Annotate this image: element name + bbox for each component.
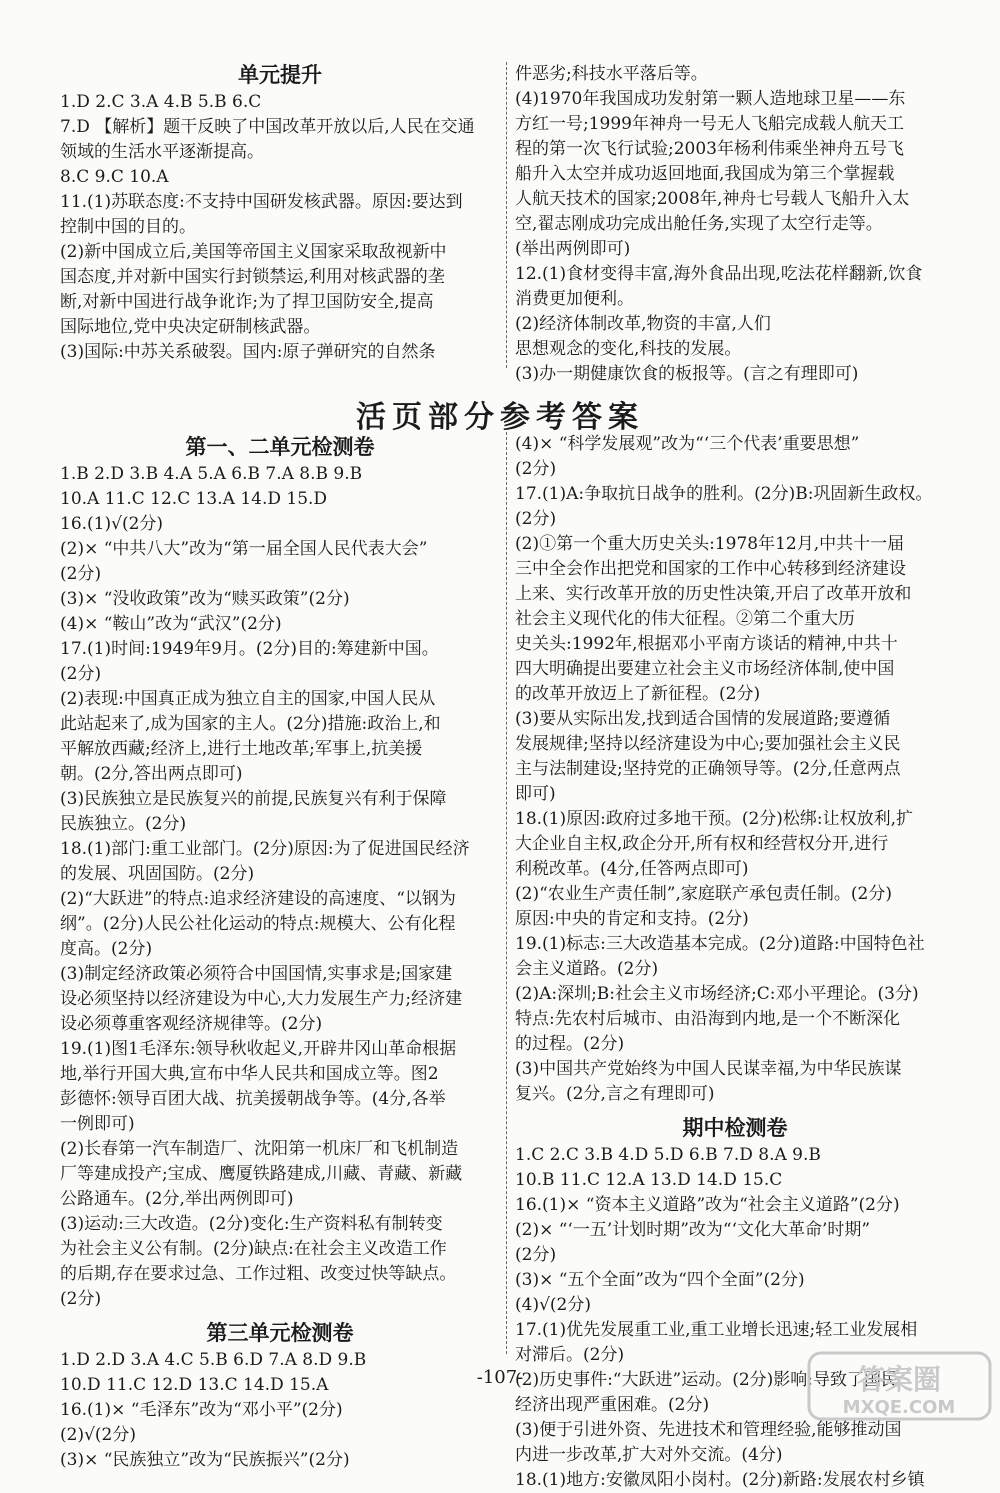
answer-line: 复兴。(2分,言之有理即可) (515, 1084, 715, 1104)
answer-line: (3)国际:中苏关系破裂。国内:原子弹研究的自然条 (60, 342, 436, 362)
answer-line: (2)表现:中国真正成为独立自主的国家,中国人民从 (60, 689, 436, 709)
answer-line: 上来、实行改革开放的历史性决策,开启了改革开放和 (515, 584, 912, 604)
answer-line: 16.(1)√(2分) (60, 514, 164, 534)
answer-line: 方红一号;1999年神舟一号无人飞船完成载人航天工 (515, 114, 904, 134)
answer-line: (2)√(2分) (60, 1425, 136, 1445)
answer-line: 11.(1)苏联态度:不支持中国研发核武器。原因:要达到 (60, 192, 463, 212)
answer-line: (3)中国共产党始终为中国人民谋幸福,为中华民族谋 (515, 1059, 902, 1079)
answer-line: 设必须坚持以经济建设为中心,大力发展生产力;经济建 (60, 989, 463, 1009)
watermark-url: MXQE.COM (842, 1397, 956, 1418)
answer-line: 朝。(2分,答出两点即可) (60, 764, 243, 784)
answer-line: 的过程。(2分) (515, 1034, 625, 1054)
answer-line: (2分) (515, 509, 557, 529)
section-answers (515, 432, 955, 1107)
answer-line: 平解放西藏;经济上,进行土地改革;军事上,抗美援 (60, 739, 423, 759)
answer-line: (3)× “五个全面”改为“四个全面”(2分) (515, 1270, 805, 1290)
answer-line: 1.D 2.D 3.A 4.C 5.B 6.D 7.A 8.D 9.B (60, 1350, 367, 1370)
answer-line: 此站起来了,成为国家的主人。(2分)措施:政治上,和 (60, 714, 441, 734)
answer-line: (3)× “没收政策”改为“赎买政策”(2分) (60, 589, 350, 609)
answer-line: 16.(1)× “毛泽东”改为“邓小平”(2分) (60, 1400, 343, 1420)
answer-line: (2分) (60, 564, 102, 584)
answer-line: 的发展、巩固国防。(2分) (60, 864, 255, 884)
answer-line: 设必须尊重客观经济规律等。(2分) (60, 1014, 323, 1034)
answer-line: (3)便于引进外资、先进技术和管理经验,能够推动国 (515, 1420, 902, 1440)
answer-line: 厂等建成投产;宝成、鹰厦铁路建成,川藏、青藏、新藏 (60, 1164, 463, 1184)
answer-line: (3)办一期健康饮食的板报等。(言之有理即可) (515, 364, 859, 384)
section-heading: 期中检测卷 (682, 1116, 788, 1140)
answer-line: 17.(1)A:争取抗日战争的胜利。(2分)B:巩固新生政权。 (515, 484, 933, 504)
answer-line: 控制中国的目的。 (60, 217, 196, 237)
answer-line: 对滞后。(2分) (515, 1345, 625, 1365)
answer-line: 1.D 2.C 3.A 4.B 5.B 6.C (60, 92, 262, 112)
section-heading-unit-review: 单元提升 (238, 63, 322, 87)
answer-line: 16.(1)× “资本主义道路”改为“社会主义道路”(2分) (515, 1195, 900, 1215)
answer-line: (4)1970年我国成功发射第一颗人造地球卫星——东 (515, 89, 906, 109)
answer-line: (2分) (515, 459, 557, 479)
answer-line: 10.B 11.C 12.A 13.D 14.D 15.C (515, 1170, 783, 1190)
section-heading: 第一、二单元检测卷 (185, 435, 375, 459)
answer-line: 一例即可) (60, 1114, 135, 1134)
answer-line: 程的第一次飞行试验;2003年杨利伟乘坐神舟五号飞 (515, 139, 904, 159)
answer-line: 18.(1)地方:安徽凤阳小岗村。(2分)新路:发展农村乡镇 (515, 1470, 925, 1490)
answer-line: 会主义道路。(2分) (515, 959, 659, 979)
watermark-cn: 答案圈 (856, 1363, 942, 1396)
answer-line: (2)“农业生产责任制”,家庭联产承包责任制。(2分) (515, 884, 892, 904)
answer-line: 发展规律;坚持以经济建设为中心;要加强社会主义民 (515, 734, 901, 754)
answer-line: 船升入太空并成功返回地面,我国成为第三个掌握载 (515, 164, 895, 184)
answer-line: (2分) (515, 1245, 557, 1265)
answer-line: 17.(1)时间:1949年9月。(2分)目的:筹建新中国。 (60, 639, 439, 659)
answer-line: (3)民族独立是民族复兴的前提,民族复兴有利于保障 (60, 789, 447, 809)
answer-line: (2)①第一个重大历史关头:1978年12月,中共十一届 (515, 534, 905, 554)
answer-line: 18.(1)原因:政府过多地干预。(2分)松绑:让权放利,扩 (515, 809, 914, 829)
answer-line: 10.D 11.C 12.D 13.C 14.D 15.A (60, 1375, 329, 1395)
answer-line: 思想观念的变化,科技的发展。 (515, 339, 742, 359)
section-answers (60, 462, 500, 1312)
answer-line: (4)√(2分) (515, 1295, 591, 1315)
answer-line: (2)新中国成立后,美国等帝国主义国家采取敌视新中 (60, 242, 447, 262)
answer-line: (3)要从实际出发,找到适合国情的发展道路;要遵循 (515, 709, 891, 729)
answer-line: (2分) (60, 1289, 102, 1309)
answer-line: (2)A:深圳;B:社会主义市场经济;C:邓小平理论。(3分) (515, 984, 919, 1004)
answer-line: 经济出现严重困难。(2分) (515, 1395, 710, 1415)
section-heading: 第三单元检测卷 (206, 1321, 354, 1345)
answer-line: 史关头:1992年,根据邓小平南方谈话的精神,中共十 (515, 634, 898, 654)
answer-line: (3)运动:三大改造。(2分)变化:生产资料私有制转变 (60, 1214, 443, 1234)
answer-line: 民族独立。(2分) (60, 814, 187, 834)
answer-line: 国际地位,党中央决定研制核武器。 (60, 317, 321, 337)
answer-line: 领域的生活水平逐渐提高。 (60, 142, 264, 162)
answer-line: 的后期,存在要求过急、工作过粗、改变过快等缺点。 (60, 1264, 457, 1284)
answer-line: 地,举行开国大典,宣布中华人民共和国成立等。图2 (60, 1064, 439, 1084)
answer-line: (4)× “科学发展观”改为“‘三个代表’重要思想” (515, 434, 860, 454)
answer-line: 空,翟志刚成功完成出舱任务,实现了太空行走等。 (515, 214, 883, 234)
answer-line: 公路通车。(2分,举出两例即可) (60, 1189, 294, 1209)
answer-line: 7.D 【解析】题干反映了中国改革开放以后,人民在交通 (60, 117, 475, 137)
page-number: -107- (476, 1367, 524, 1388)
answer-line: 1.B 2.D 3.B 4.A 5.A 6.B 7.A 8.B 9.B (60, 464, 363, 484)
answer-line: 原因:中央的肯定和支持。(2分) (515, 909, 749, 929)
answer-line: 1.C 2.C 3.B 4.D 5.D 6.B 7.D 8.A 9.B (515, 1145, 821, 1165)
unit-review-continued-column (515, 62, 955, 387)
answer-line: 利税改革。(4分,任答两点即可) (515, 859, 749, 879)
answer-line: 即可) (515, 784, 556, 804)
answer-line: (4)× “鞍山”改为“武汉”(2分) (60, 614, 282, 634)
answer-line: 消费更加便利。 (515, 289, 634, 309)
answer-line: 人航天技术的国家;2008年,神舟七号载人飞船升入太 (515, 189, 910, 209)
answer-line: 8.C 9.C 10.A (60, 167, 169, 187)
answer-line: (2)历史事件:“大跃进”运动。(2分)影响:导致了国民 (515, 1370, 898, 1390)
watermark-logo (807, 1351, 992, 1421)
answer-line: 的改革开放迈上了新征程。(2分) (515, 684, 761, 704)
column-divider-top (506, 62, 507, 368)
answer-line: 度高。(2分) (60, 939, 153, 959)
answer-line: (3)制定经济政策必须符合中国国情,实事求是;国家建 (60, 964, 453, 984)
column-divider-bottom (506, 432, 507, 1354)
answer-line: (2)× “‘一五’计划时期”改为“‘文化大革命’时期” (515, 1220, 871, 1240)
answer-line: 19.(1)标志:三大改造基本完成。(2分)道路:中国特色社 (515, 934, 925, 954)
answer-line: 断,对新中国进行战争讹诈;为了捍卫国防安全,提高 (60, 292, 434, 312)
left-answer-column (60, 432, 500, 1473)
section-answers (515, 1143, 955, 1493)
answer-line: (2)长春第一汽车制造厂、沈阳第一机床厂和飞机制造 (60, 1139, 459, 1159)
answer-line: 主与法制建设;坚持党的正确领导等。(2分,任意两点 (515, 759, 901, 779)
answer-line: (2)经济体制改革,物资的丰富,人们 (515, 314, 771, 334)
answer-line: 社会主义现代化的伟大征程。②第二个重大历 (515, 609, 855, 629)
answer-line: 大企业自主权,政企分开,所有权和经营权分开,进行 (515, 834, 889, 854)
unit-review-column (60, 60, 500, 365)
answer-line: (举出两例即可) (515, 239, 631, 259)
answer-line: 为社会主义公有制。(2分)缺点:在社会主义改造工作 (60, 1239, 447, 1259)
answer-line: (2)“大跃进”的特点:追求经济建设的高速度、“以钢为 (60, 889, 456, 909)
answer-line: 特点:先农村后城市、由沿海到内地,是一个不断深化 (515, 1009, 901, 1029)
answer-line: 10.A 11.C 12.C 13.A 14.D 15.D (60, 489, 328, 509)
answer-line: 纲”。(2分)人民公社化运动的特点:规模大、公有化程 (60, 914, 456, 934)
unit-review-answers (60, 90, 500, 365)
answer-line: (2)× “中共八大”改为“第一届全国人民代表大会” (60, 539, 428, 559)
answer-line: 19.(1)图1毛泽东:领导秋收起义,开辟井冈山革命根据 (60, 1039, 457, 1059)
main-title: 活页部分参考答案 (356, 400, 644, 435)
answer-line: 四大明确提出要建立社会主义市场经济体制,使中国 (515, 659, 895, 679)
answer-line: 17.(1)优先发展重工业,重工业增长迅速;轻工业发展相 (515, 1320, 918, 1340)
unit-review-continued-answers (515, 62, 955, 387)
answer-line: 三中全会作出把党和国家的工作中心转移到经济建设 (515, 559, 906, 579)
answer-line: (2分) (60, 664, 102, 684)
answer-line: 彭德怀:领导百团大战、抗美援朝战争等。(4分,各举 (60, 1089, 446, 1109)
answer-line: 内进一步改革,扩大对外交流。(4分) (515, 1445, 783, 1465)
answer-line: (3)× “民族独立”改为“民族振兴”(2分) (60, 1450, 350, 1470)
answer-line: 国态度,并对新中国实行封锁禁运,利用对核武器的垄 (60, 267, 445, 287)
answer-line: 件恶劣;科技水平落后等。 (515, 64, 708, 84)
right-answer-column (515, 432, 955, 1493)
answer-line: 12.(1)食材变得丰富,海外食品出现,吃法花样翻新,饮食 (515, 264, 923, 284)
answer-line: 18.(1)部门:重工业部门。(2分)原因:为了促进国民经济 (60, 839, 470, 859)
